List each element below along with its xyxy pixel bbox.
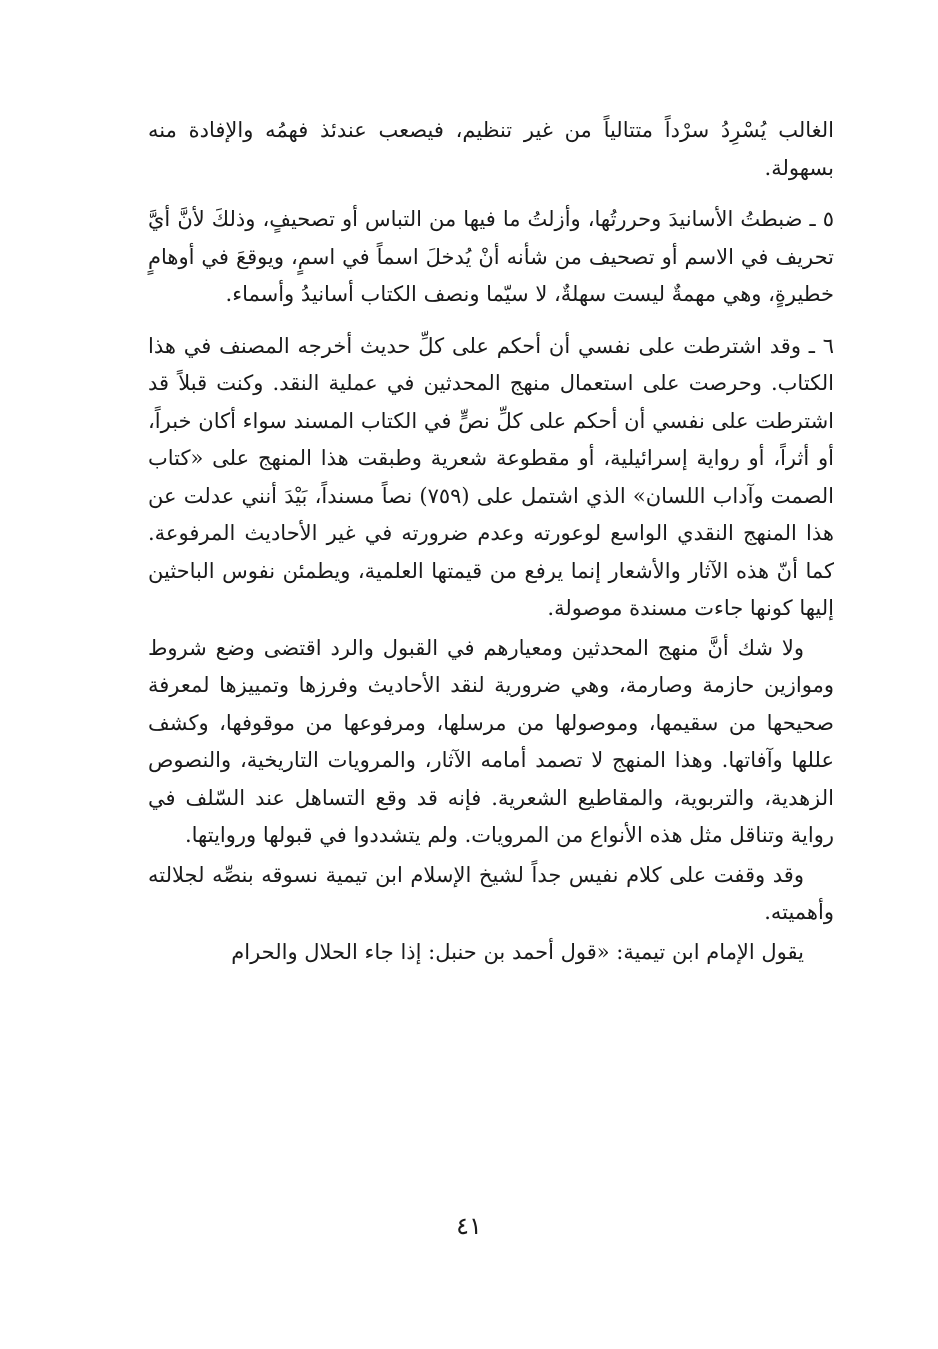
body-text: [148, 112, 834, 971]
page-number: ٤١: [456, 1212, 482, 1240]
paragraph-ibn-taymiyya-intro: وقد وقفت على كلام نفيس جداً لشيخ الإسلام ابن تيمية نسوقه بنصِّه لجلالته وأهميته.: [148, 862, 834, 924]
paragraph-quote-start: يقول الإمام ابن تيمية: «قول أحمد بن حنبل: إذا جاء الحلال والحرام: [231, 939, 804, 964]
paragraph-item-6: ٦ ـ وقد اشترطت على نفسي أن أحكم على كلِّ حديث أخرجه المصنف في هذا الكتاب. وحرصت على استعمال منهج المحدثين في عملية النقد. وكنت قبلاً قد اشترطت على نفسي أن أحكم على كلِّ نصٍّ في الكتاب المسند سواء أكان خبراً، أو أثراً، أو رواية إسرائيلية، أو مقطوعة شعرية وطبقت هذا المنهج على «كتاب الصمت وآداب اللسان» الذي اشتمل على (٧٥٩) نصاً مسنداً، بَيْدَ أنني عدلت عن هذا المنهج النقدي الواسع لوعورته وعدم ضرورته في غير الأحاديث المرفوعة. كما أنّ هذه الآثار والأشعار إنما يرفع من قيمتها العلمية، ويطمئن نفوس الباحثين إليها كونها جاءت مسندة موصولة.: [148, 333, 834, 620]
paragraph-continuation: الغالب يُسْرِدُ سرْداً متتالياً من غير تنظيم، فيصعب عندئذ فهمُه والإفادة منه بسهولة.: [148, 118, 834, 180]
paragraph-hadith-method: ولا شك أنَّ منهج المحدثين ومعيارهم في القبول والرد اقتضى وضع شروط وموازين حازمة وصارمة، وهي ضرورية لنقد الأحاديث وفرزها وتمييزها لمعرفة صحيحها من سقيمها، وموصولها من مرسلها، ومرفوعها من موقوفها، وكشف عللها وآفاتها. وهذا المنهج لا تصمد أمامه الآثار، والمرويات التاريخية، والنصوص الزهدية، والتربوية، والمقاطيع الشعرية. فإنه قد وقع التساهل عند السّلف في رواية وتناقل مثل هذه الأنواع من المرويات. ولم يتشددوا في قبولها وروايتها.: [148, 635, 834, 847]
paragraph-item-5: ٥ ـ ضبطتُ الأسانيدَ وحررتُها، وأزلتُ ما فيها من التباس أو تصحيفٍ، وذلكَ لأنَّ أيَّ تحريف في الاسم أو تصحيف من شأنه أنْ يُدخلَ اسماً في اسمٍ، ويوقعَ في أوهامٍ خطيرةٍ، وهي مهمةٌ ليست سهلةٌ، لا سيّما ونصف الكتاب أسانيدُ وأسماء.: [148, 207, 834, 306]
